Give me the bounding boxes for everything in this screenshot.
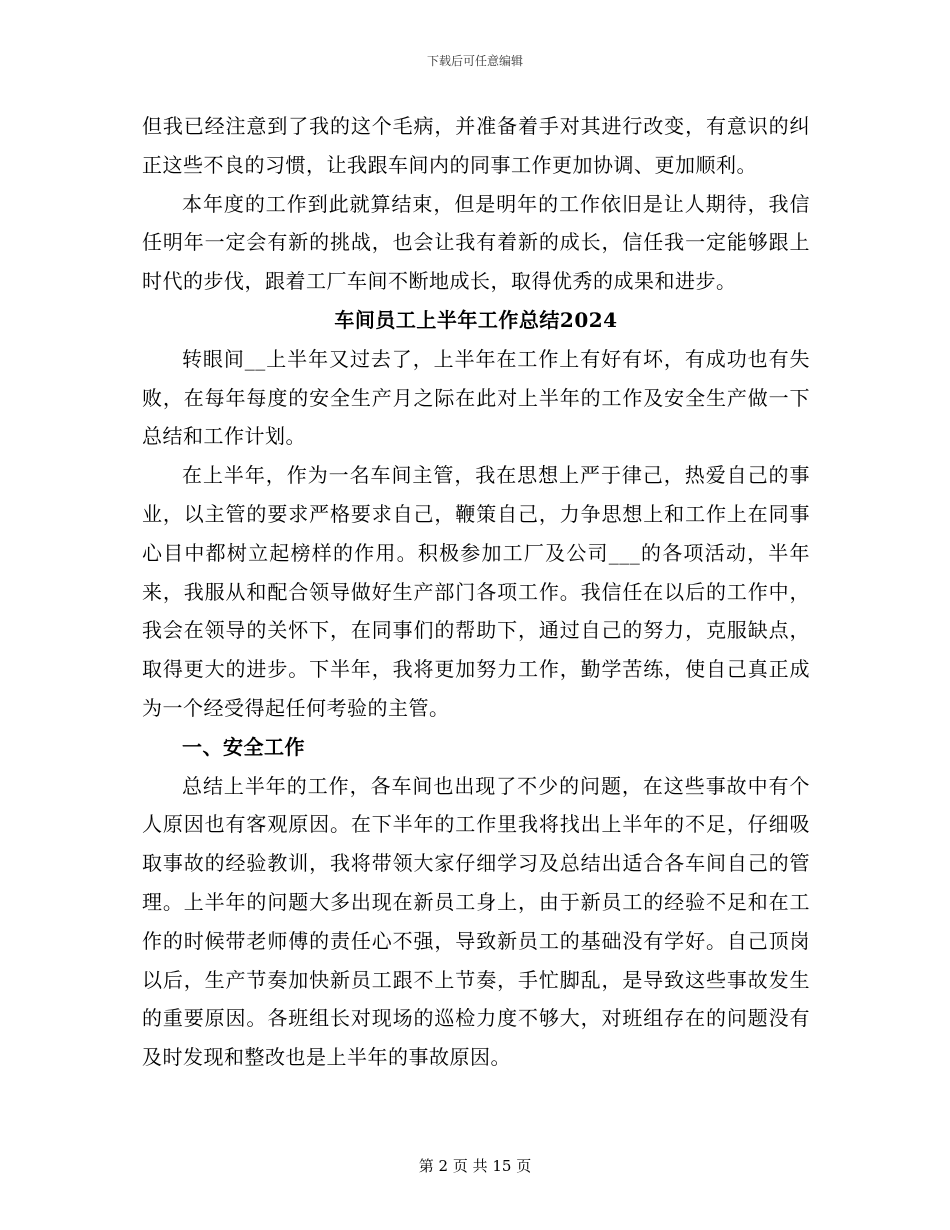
paragraph-safety: 总结上半年的工作，各车间也出现了不少的问题，在这些事故中有个人原因也有客观原因。在下半年的工作里我将找出上半年的不足，仔细吸取事故的经验教训，我将带领大家仔细学习及总结出适合各车间自己的管理。上半年的问题大多出现在新员工身上，由于新员工的经验不足和在工作的时候带老师傅的责任心不强，导致新员工的基础没有学好。自己顶岗以后，生产节奏加快新员工跟不上节奏，手忙脚乱，是导致这些事故发生的重要原因。各班组长对现场的巡检力度不够大，对班组存在的问题没有及时发现和整改也是上半年的事故原因。 (142, 773, 810, 1070)
document-body (142, 107, 810, 1077)
header-note: 下载后可任意编辑 (426, 54, 523, 68)
page-footer: 第 2 页 共 15 页 (418, 1157, 532, 1175)
section-title: 车间员工上半年工作总结2024 (334, 307, 618, 332)
paragraph-year-end: 本年度的工作到此就算结束，但是明年的工作依旧是让人期待，我信任明年一定会有新的挑战，也会让我有着新的成长，信任我一定能够跟上时代的步伐，跟着工厂车间不断地成长，取得优秀的成果和进步。 (142, 191, 810, 294)
subheading-safety: 一、安全工作 (182, 734, 305, 759)
paragraph-first-half: 在上半年，作为一名车间主管，我在思想上严于律己，热爱自己的事业，以主管的要求严格要求自己，鞭策自己，力争思想上和工作上在同事心目中都树立起榜样的作用。积极参加工厂及公司___的各项活动，半年来，我服从和配合领导做好生产部门各项工作。我信任在以后的工作中，我会在领导的关怀下，在同事们的帮助下，通过自己的努力，克服缺点，取得更大的进步。下半年，我将更加努力工作，勤学苦练，使自己真正成为一个经受得起任何考验的主管。 (142, 463, 810, 720)
paragraph-continuation: 但我已经注意到了我的这个毛病，并准备着手对其进行改变，有意识的纠正这些不良的习惯，让我跟车间内的同事工作更加协调、更加顺利。 (142, 114, 810, 177)
paragraph-intro: 转眼间__上半年又过去了，上半年在工作上有好有坏，有成功也有失败，在每年每度的安全生产月之际在此对上半年的工作及安全生产做一下总结和工作计划。 (142, 346, 810, 449)
